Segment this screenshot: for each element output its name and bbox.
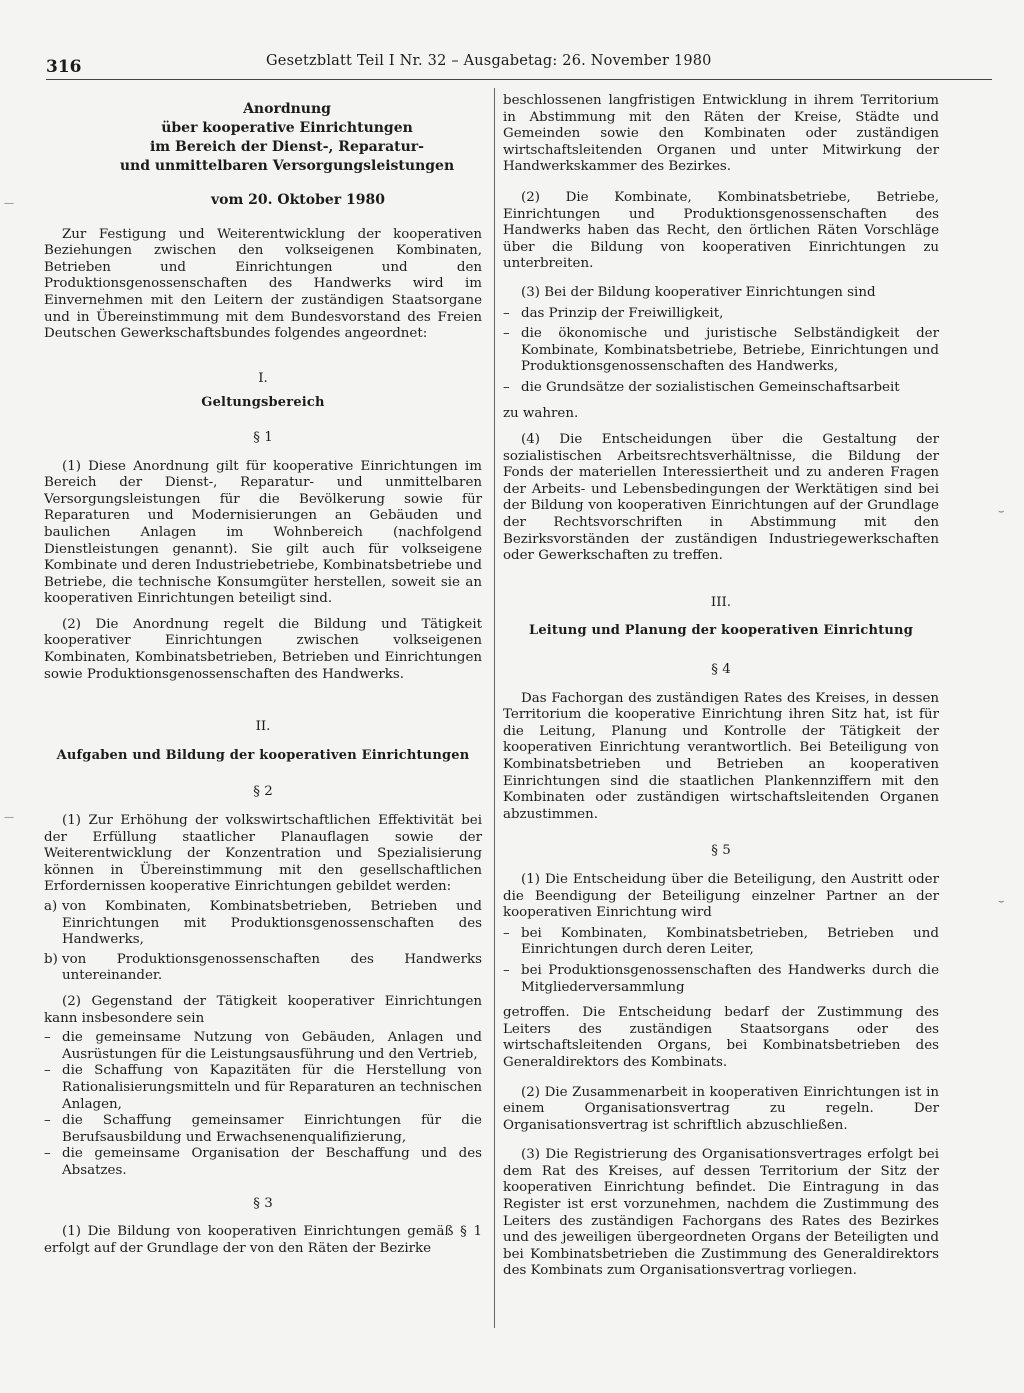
section-number: I. xyxy=(258,370,268,386)
list-text: bei Produktionsgenossenschaften des Handwerks durch die Mitgliederversammlung xyxy=(521,962,939,995)
title-line: und unmittelbaren Versorgungsleistungen xyxy=(119,158,455,174)
paragraph-text: (4) Die Entscheidungen über die Gestaltung der sozialistischen Arbeitsrechtsverhältnisse, die Bildung der Fonds der materiellen Interessiertheit und zu anderen Fragen der Arbeits- und Lebensbedingungen der Werktätigen sind bei der Bildung von kooperativen Einrichtungen auf der Grundlage der Rechtsvorschriften in Abstimmung mit den Bezirksvorständen der zuständigen Industriegewerkschaften oder Gewerkschaften zu treffen. xyxy=(503,432,939,564)
section-number: II. xyxy=(255,719,271,735)
paragraph-text: (1) Diese Anordnung gilt für kooperative Einrichtungen im Bereich der Dienst-, Reparatur- und unmittelbaren Versorgungsleistungen für die Bevölkerung sowie für Reparaturen und Modernisierungen an Gebäuden und baulichen Anlagen im Wohnbereich (nachfolgend Dienstleistungen genannt). Sie gilt auch für volkseigene Kombinate und deren Industriebetriebe, Kombinatsbetriebe und Betriebe, die technische Konsumgüter herstellen, soweit sie an kooperativen Einrichtungen beteiligt sind. xyxy=(44,458,482,607)
list-text: bei Kombinaten, Kombinatsbetrieben, Betrieben und Einrichtungen durch deren Leiter, xyxy=(521,925,939,958)
list-marker: – xyxy=(44,1113,51,1129)
list-marker: – xyxy=(503,925,510,941)
paragraph-text: zu wahren. xyxy=(503,405,579,421)
paragraph-sign: § 5 xyxy=(711,843,731,859)
list-marker: b) xyxy=(44,951,58,967)
list-text: die Schaffung gemeinsamer Einrichtungen für die Berufsausbildung und Erwachsenenqualifizierung, xyxy=(62,1113,482,1145)
scan-mark-left-1: — xyxy=(4,198,14,209)
left-column xyxy=(44,100,482,1257)
paragraph-text: Das Fachorgan des zuständigen Rates des Kreises, in dessen Territorium die kooperative Einrichtung ihren Sitz hat, ist für die Leitung, Planung und Kontrolle der Tätigkeit der kooperativen Einrichtung verantwortlich. Bei Beteiligung von Kombinatsbetrieben und Betrieben an kooperativen Einrichtungen sind die staatlichen Plankennziffern mit den Kombinaten oder zuständigen wirtschaftsleitenden Organen abzustimmen. xyxy=(503,690,939,822)
list-item xyxy=(44,1113,482,1146)
header-rule xyxy=(46,79,992,80)
paragraph-text: (2) Die Anordnung regelt die Bildung und Tätigkeit kooperativer Einrichtungen zwischen volkseigenen Kombinaten, Kombinatsbetrieben, Betrieben und Einrichtungen sowie Produktionsgenossenschaften des Handwerks. xyxy=(44,616,482,682)
list-item xyxy=(503,926,939,959)
paragraph-text: (3) Bei der Bildung kooperativer Einrichtungen sind xyxy=(521,284,876,300)
list-marker: – xyxy=(44,1063,51,1079)
section-number: III. xyxy=(710,594,732,610)
scan-mark-right-1: ⌣ xyxy=(998,506,1005,517)
list-text: die Schaffung von Kapazitäten für die Herstellung von Rationalisierungsmitteln und für Reparaturen an technischen Anlagen, xyxy=(62,1063,482,1112)
paragraph-text: (2) Gegenstand der Tätigkeit kooperativer Einrichtungen kann insbesondere sein xyxy=(44,993,482,1026)
scan-mark-left-2: — xyxy=(4,812,14,823)
list-text: die gemeinsame Organisation der Beschaffung und des Absatzes. xyxy=(62,1146,482,1178)
paragraph-text: (2) Die Zusammenarbeit in kooperativen Einrichtungen ist in einem Organisationsvertrag zu regeln. Der Organisationsvertrag ist schriftlich abzuschließen. xyxy=(503,1084,939,1133)
list-item xyxy=(44,1146,482,1179)
list-item xyxy=(44,952,482,985)
list-item xyxy=(44,1063,482,1113)
list-marker: a) xyxy=(44,899,58,914)
list-marker: – xyxy=(503,326,510,342)
paragraph-sign: § 4 xyxy=(711,662,731,678)
section-title: Geltungsbereich xyxy=(201,395,325,411)
ordinance-date: vom 20. Oktober 1980 xyxy=(210,192,385,208)
scan-mark-right-2: ⌣ xyxy=(998,896,1005,907)
paragraph-sign: § 2 xyxy=(253,784,273,800)
list-text: von Kombinaten, Kombinatsbetrieben, Betrieben und Einrichtungen mit Produktionsgenossenschaften des Handwerks, xyxy=(62,899,482,948)
paragraph-text: beschlossenen langfristigen Entwicklung in ihrem Territorium in Abstimmung mit den Räten der Kreise, Städte und Gemeinden sowie den Kombinaten oder zuständigen wirtschaftsleitenden Organen und unter Mitwirkung der Handwerkskammer des Bezirkes. xyxy=(503,93,939,175)
paragraph-text: (1) Die Entscheidung über die Beteiligung, den Austritt oder die Beendigung der Beteiligung einzelner Partner an der kooperativen Einrichtung wird xyxy=(503,871,939,921)
paragraph-text: (1) Zur Erhöhung der volkswirtschaftlichen Effektivität bei der Erfüllung staatlicher Planauflagen sowie der Weiterentwicklung der Konzentration und Spezialisierung können in Übereinstimmung mit den gesellschaftlichen Erfordernissen kooperative Einrichtungen gebildet werden: xyxy=(44,813,482,895)
running-head: Gesetzblatt Teil I Nr. 32 – Ausgabetag: 26. November 1980 xyxy=(266,53,712,69)
paragraph-text: (1) Die Bildung von kooperativen Einrichtungen gemäß § 1 erfolgt auf der Grundlage der von den Räten der Bezirke xyxy=(44,1224,482,1256)
paragraph-sign: § 3 xyxy=(253,1195,273,1211)
list-text: die ökonomische und juristische Selbständigkeit der Kombinate, Kombinatsbetriebe, Betriebe, Einrichtungen und Produktionsgenossenschaften des Handwerks, xyxy=(521,326,939,375)
title-line: über kooperative Einrichtungen xyxy=(161,120,413,136)
title-line: Anordnung xyxy=(243,101,331,117)
preamble: Zur Festigung und Weiterentwicklung der kooperativen Beziehungen zwischen den volkseigenen Kombinaten, Betrieben und Einrichtungen und den Produktionsgenossenschaften des Handwerks wird im Einvernehmen mit den Leitern der zuständigen Staatsorgane und in Übereinstimmung mit dem Bundesvorstand des Freien Deutschen Gewerkschaftsbundes folgendes angeordnet: xyxy=(44,226,482,342)
list-marker: – xyxy=(44,1146,51,1162)
list-marker: – xyxy=(44,1030,51,1046)
list-item xyxy=(503,306,939,323)
list-text: die gemeinsame Nutzung von Gebäuden, Anlagen und Ausrüstungen für die Leistungsausführung und den Vertrieb, xyxy=(62,1030,482,1062)
list-marker: – xyxy=(503,379,510,395)
list-item xyxy=(503,326,939,376)
list-item xyxy=(503,380,939,397)
column-divider xyxy=(494,88,495,1328)
ordinance-title xyxy=(92,100,482,176)
list-marker: – xyxy=(503,962,510,978)
paragraph-text: getroffen. Die Entscheidung bedarf der Zustimmung des Leiters des zuständigen Staatsorgans oder des wirtschaftsleitenden Organs, bei Kombinatsbetrieben des Generaldirektors des Kombinats. xyxy=(503,1005,939,1070)
list-marker: – xyxy=(503,305,510,321)
paragraph-text: (2) Die Kombinate, Kombinatsbetriebe, Betriebe, Einrichtungen und Produktionsgenossenschaften des Handwerks haben das Recht, den örtlichen Räten Vorschläge über die Bildung von kooperativen Einrichtungen zu unterbreiten. xyxy=(503,189,939,272)
right-column xyxy=(503,93,939,1280)
list-text: das Prinzip der Freiwilligkeit, xyxy=(521,305,724,321)
page-number: 316 xyxy=(46,57,82,77)
list-item xyxy=(503,963,939,996)
paragraph-text: (3) Die Registrierung des Organisationsvertrages erfolgt bei dem Rat des Kreises, auf dessen Territorium der Sitz der kooperativen Einrichtung befindet. Die Eintragung in das Register ist erst vorzunehmen, nachdem die Zustimmung des Leiters des zuständigen Fachorgans des Rates des Bezirkes und des jeweiligen übergeordneten Organs der Beteiligten und bei Kombinatsbetrieben die Zustimmung des Generaldirektors des Kombinats zum Organisationsvertrag vorliegen. xyxy=(503,1147,939,1279)
paragraph-sign: § 1 xyxy=(253,429,273,445)
section-title: Aufgaben und Bildung der kooperativen Einrichtungen xyxy=(56,747,470,763)
list-item xyxy=(44,1030,482,1063)
list-item xyxy=(44,899,482,949)
title-line: im Bereich der Dienst-, Reparatur- xyxy=(149,139,424,155)
list-text: von Produktionsgenossenschaften des Handwerks untereinander. xyxy=(62,951,482,984)
section-title: Leitung und Planung der kooperativen Einrichtung xyxy=(528,623,914,639)
list-text: die Grundsätze der sozialistischen Gemeinschaftsarbeit xyxy=(521,379,900,395)
